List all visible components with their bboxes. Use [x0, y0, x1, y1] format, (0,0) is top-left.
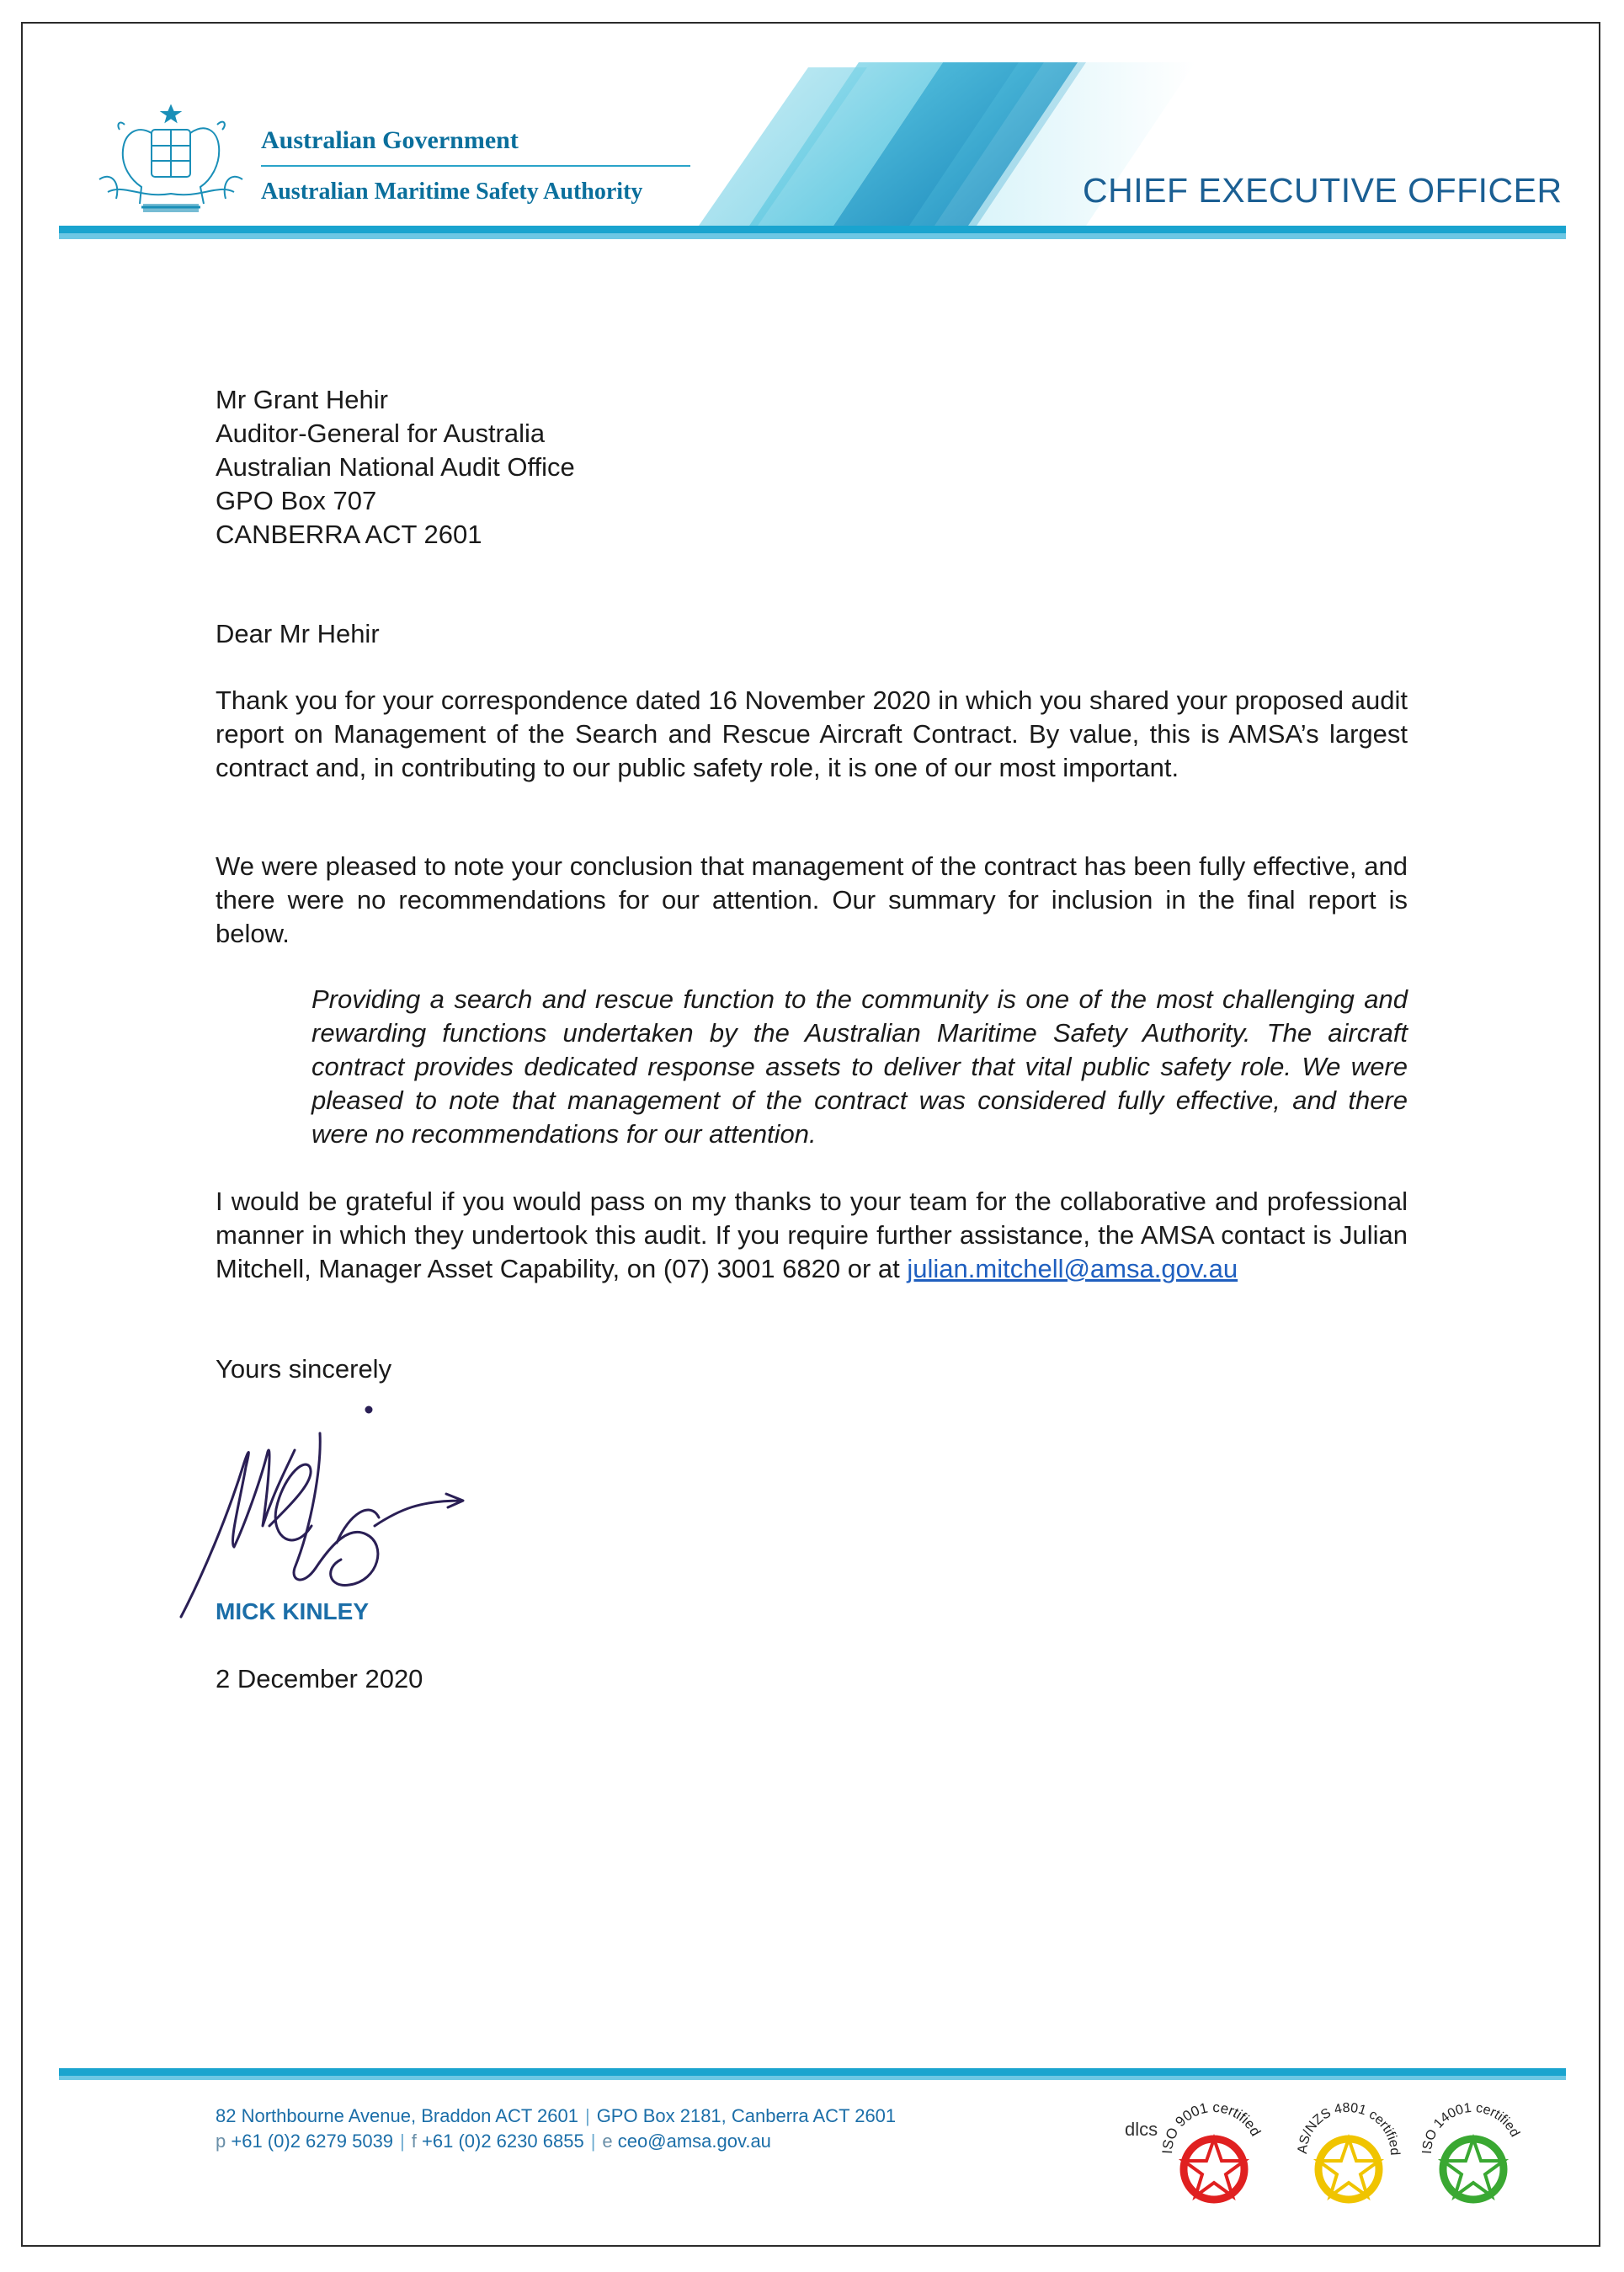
paragraph-3: [216, 1185, 1408, 1286]
footer-separator: |: [590, 2131, 596, 2152]
fax-label: f: [411, 2131, 417, 2152]
paragraph-3-text: I would be grateful if you would pass on my thanks to your team for the collaborative and professional manner in which they undertook this audit. If you require further assistance, the AMSA contact is Julian Mitchell, Manager Asset Capability, on (07) 3001 6820 or at: [216, 1187, 1408, 1283]
letter-date: 2 December 2020: [216, 1664, 423, 1693]
signatory-name: MICK KINLEY: [216, 1598, 369, 1624]
agency-name: Australian Maritime Safety Authority: [261, 179, 643, 205]
footer-addresses: [216, 2105, 896, 2127]
iso9001-label: ISO 9001 certified: [1158, 2099, 1265, 2155]
postal-address: GPO Box 2181, Canberra ACT 2601: [596, 2105, 897, 2126]
street-address: 82 Northbourne Avenue, Braddon ACT 2601: [216, 2105, 578, 2126]
recipient-po-box: GPO Box 707: [216, 486, 377, 515]
iso9001-badge: [1159, 2099, 1264, 2200]
iso14001-badge: [1420, 2101, 1522, 2200]
certifier-label: dlcs: [1125, 2119, 1158, 2140]
phone-label: p: [216, 2131, 226, 2152]
footer-rule: [59, 2068, 1566, 2080]
paragraph-2: We were pleased to note your conclusion that management of the contract has been fully effective, and there were no recommendations for our attention. Our summary for inclusion in the final report is below.: [216, 851, 1408, 948]
recipient-name: Mr Grant Hehir: [216, 385, 388, 414]
recipient-address: [216, 383, 1408, 552]
coat-of-arms-icon: [91, 99, 251, 224]
summary-quote: Providing a search and rescue function to the community is one of the most challenging and rewarding functions undertaken by the Australian Maritime Safety Authority. The aircraft contract provides dedicated response assets to deliver that vital public safety role. We were pleased to note that management of the contract was considered fully effective, and there were no recommendations for our attention.: [311, 984, 1408, 1149]
contact-email-link[interactable]: julian.mitchell@amsa.gov.au: [907, 1254, 1238, 1283]
government-name: Australian Government: [261, 126, 519, 154]
header-rule: [59, 226, 1566, 239]
phone-number[interactable]: +61 (0)2 6279 5039: [231, 2131, 394, 2152]
footer-separator: |: [584, 2105, 590, 2126]
asnzs4801-label: AS/NZS 4801 certified: [1295, 2100, 1403, 2156]
fax-number: +61 (0)2 6230 6855: [422, 2131, 584, 2152]
email-label: e: [602, 2131, 613, 2152]
signature-graphic: [168, 1400, 522, 1627]
salutation: Dear Mr Hehir: [216, 619, 380, 648]
recipient-title: Auditor-General for Australia: [216, 419, 546, 448]
iso14001-label: ISO 14001 certified: [1419, 2100, 1522, 2155]
recipient-city: CANBERRA ACT 2601: [216, 520, 482, 549]
paragraph-1: Thank you for your correspondence dated 16 November 2020 in which you shared your proposed audit report on Management of the Search and Rescue Aircraft Contract. By value, this is AMSA’s largest contract and, in contributing to our public safety role, it is one of our most important.: [216, 685, 1408, 782]
asnzs4801-badge: [1296, 2101, 1402, 2200]
ceo-email[interactable]: ceo@amsa.gov.au: [617, 2131, 771, 2152]
footer-contacts: [216, 2131, 771, 2152]
government-divider: [261, 165, 690, 167]
office-title: CHIEF EXECUTIVE OFFICER: [1083, 171, 1563, 210]
recipient-organisation: Australian National Audit Office: [216, 452, 575, 482]
closing: Yours sincerely: [216, 1354, 392, 1384]
footer-separator: |: [400, 2131, 405, 2152]
certification-badges: [1120, 2088, 1524, 2215]
